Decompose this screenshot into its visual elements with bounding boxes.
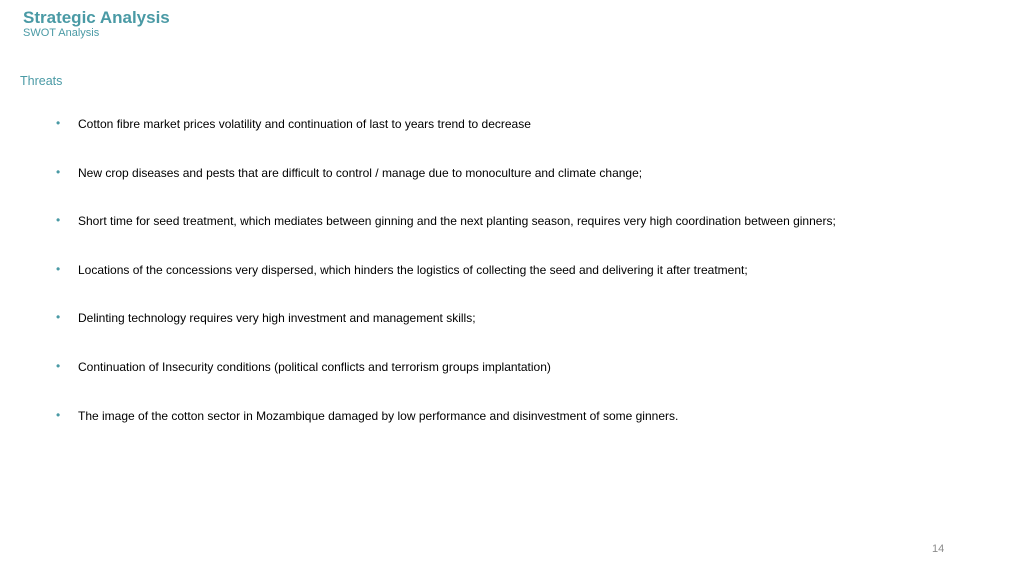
threats-list <box>56 115 956 455</box>
slide-subtitle: SWOT Analysis <box>23 27 100 39</box>
threat-text: Delinting technology requires very high investment and management skills; <box>78 311 476 326</box>
list-item <box>56 212 956 261</box>
list-item <box>56 309 956 358</box>
threat-text: Locations of the concessions very dispersed, which hinders the logistics of collecting the seed and delivering it after treatment; <box>78 262 748 277</box>
list-item <box>56 407 956 456</box>
bullet-icon: • <box>56 407 61 422</box>
list-item <box>56 358 956 407</box>
list-item <box>56 261 956 310</box>
list-item <box>56 164 956 213</box>
bullet-icon: • <box>56 164 61 179</box>
threat-text: The image of the cotton sector in Mozambique damaged by low performance and disinvestment of some ginners. <box>78 408 679 423</box>
section-heading-threats: Threats <box>20 74 63 88</box>
bullet-icon: • <box>56 310 61 325</box>
bullet-icon: • <box>56 116 61 130</box>
bullet-icon: • <box>56 213 61 228</box>
threat-text: New crop diseases and pests that are difficult to control / manage due to monoculture and climate change; <box>78 165 643 180</box>
threat-text: Continuation of Insecurity conditions (political conflicts and terrorism groups implantation) <box>78 359 551 374</box>
bullet-icon: • <box>56 358 61 373</box>
slide-title: Strategic Analysis <box>23 8 170 27</box>
threat-text: Short time for seed treatment, which mediates between ginning and the next planting season, requires very high coordination between ginners; <box>78 214 836 229</box>
threat-text: Cotton fibre market prices volatility and continuation of last to years trend to decrease <box>78 117 531 131</box>
bullet-icon: • <box>56 261 61 276</box>
page-number: 14 <box>932 543 945 555</box>
list-item <box>56 115 956 164</box>
